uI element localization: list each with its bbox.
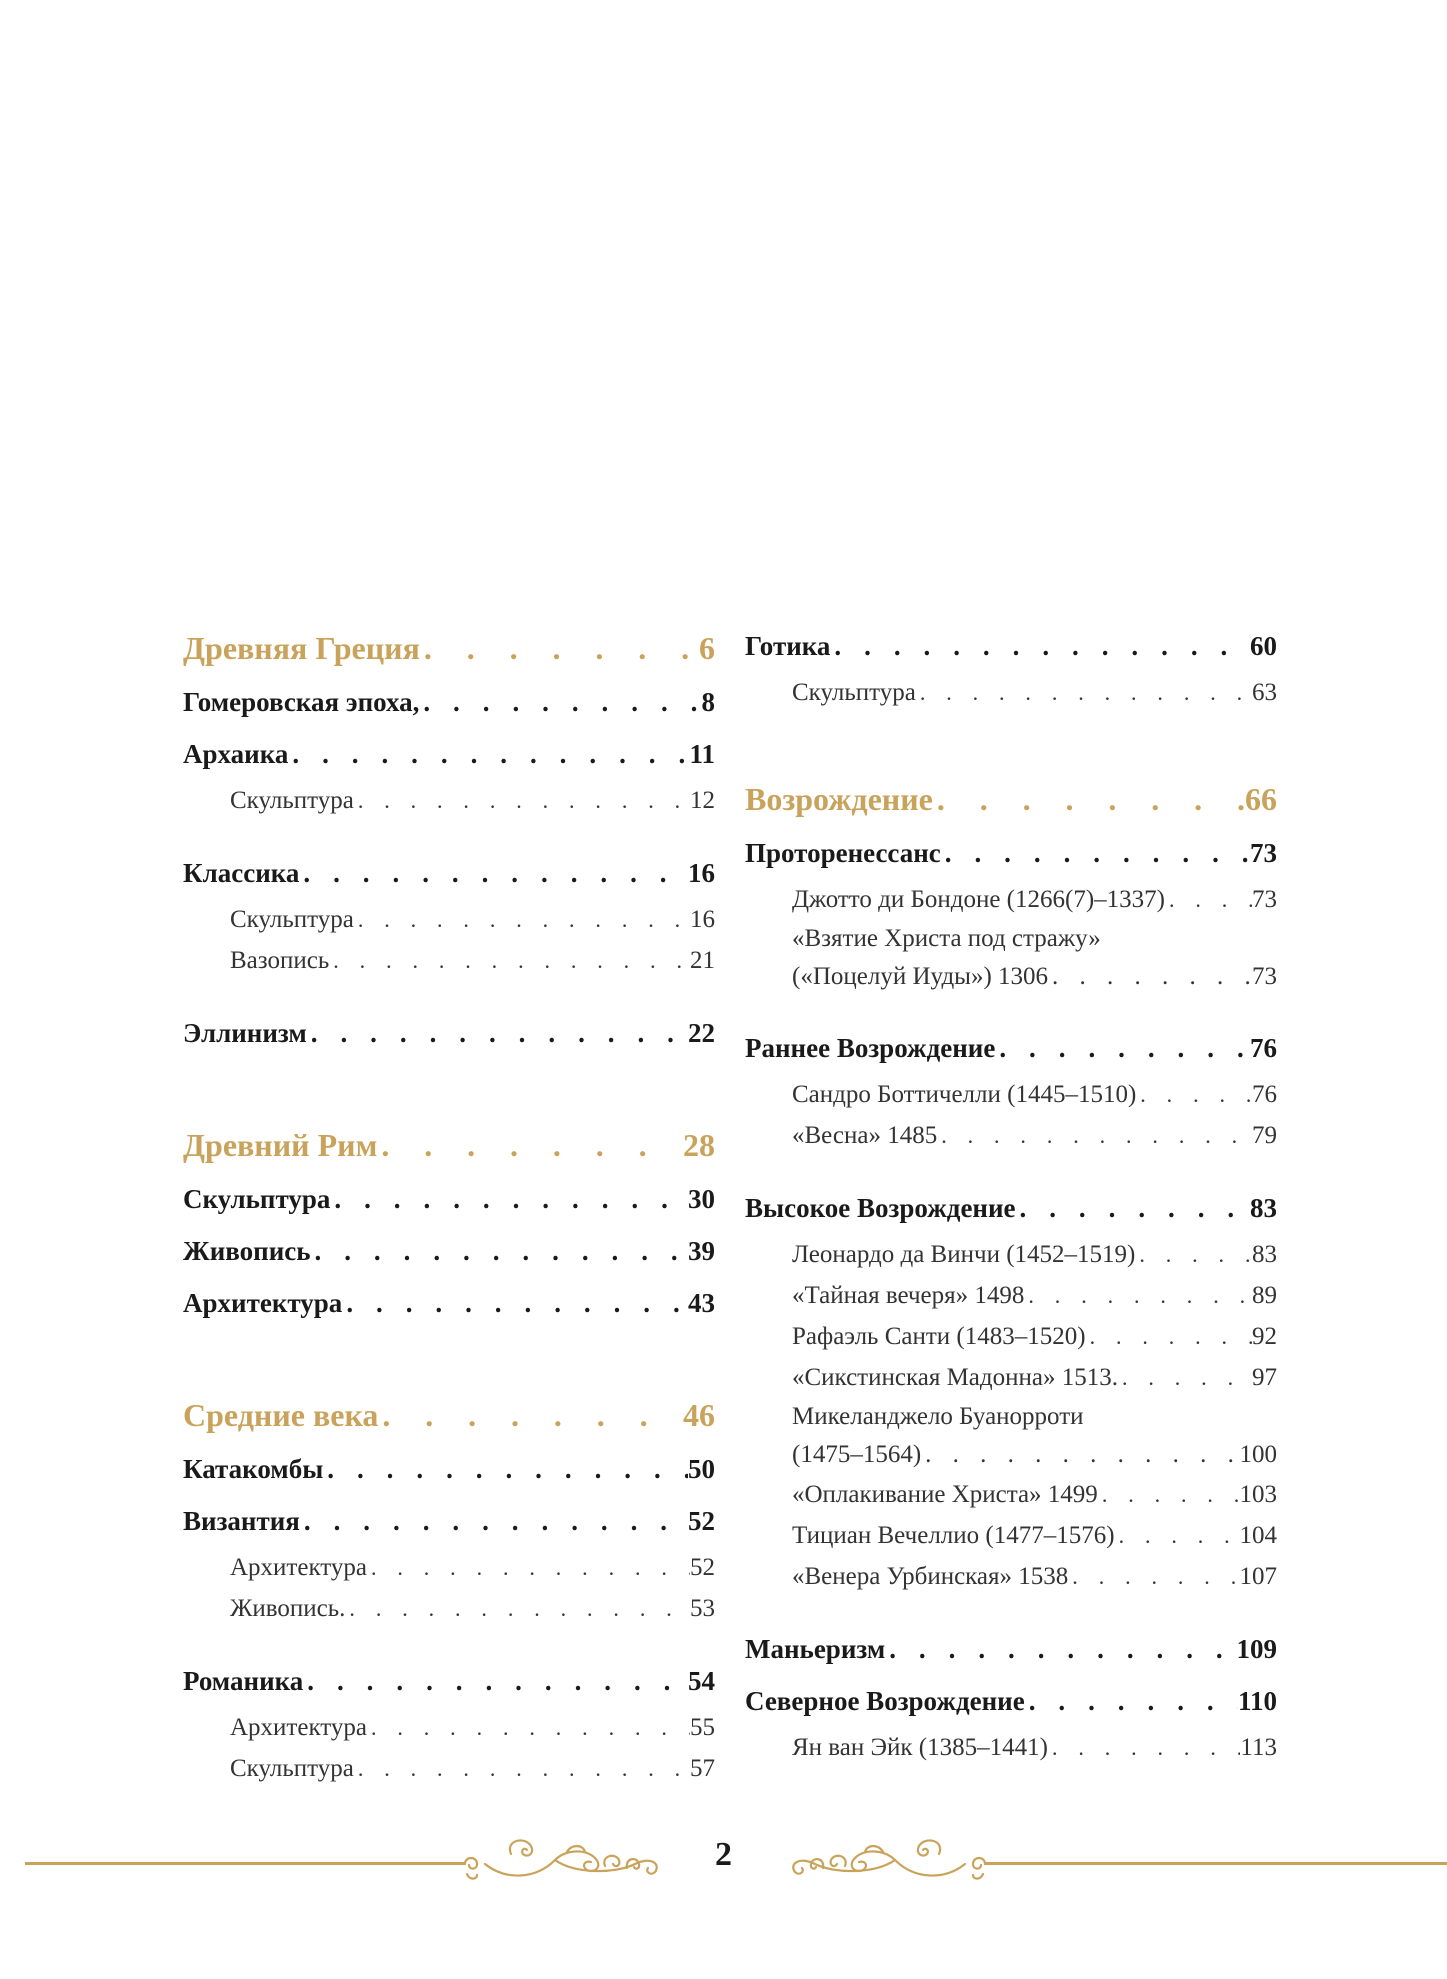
toc-page-number: 57	[690, 1755, 715, 1782]
toc-chapter-entry[interactable]	[183, 1495, 715, 1547]
dot-leader	[354, 1748, 690, 1789]
section-spacer	[183, 1329, 715, 1387]
dot-leader	[921, 1436, 1239, 1474]
toc-page-number: 21	[690, 947, 715, 974]
page-number: 2	[715, 1836, 732, 1873]
toc-page-number: 113	[1240, 1734, 1277, 1761]
toc-chapter-entry[interactable]	[745, 1022, 1277, 1074]
toc-page-number: 92	[1252, 1323, 1277, 1350]
section-spacer	[745, 1597, 1277, 1623]
toc-chapter-entry[interactable]	[745, 620, 1277, 672]
toc-subentry[interactable]	[745, 1357, 1277, 1398]
toc-entry-label: Скульптура	[230, 1755, 354, 1782]
toc-entry-label: Живопись	[183, 1236, 311, 1266]
toc-page-number: 60	[1250, 631, 1277, 661]
toc-subentry[interactable]	[745, 1727, 1277, 1768]
toc-subentry[interactable]	[745, 879, 1277, 920]
toc-entry-label: Катакомбы	[183, 1454, 324, 1484]
toc-section-heading[interactable]	[183, 1117, 715, 1173]
dot-leader	[1068, 1556, 1239, 1597]
toc-entry-label: Эллинизм	[183, 1018, 307, 1048]
toc-entry-label: «Взятие Христа под стражу»	[792, 925, 1101, 952]
dot-leader	[1048, 958, 1252, 996]
footer-rule-left	[25, 1862, 465, 1865]
toc-section-heading[interactable]	[183, 1387, 715, 1443]
toc-page-number: 16	[690, 906, 715, 933]
toc-entry-label: «Весна» 1485	[792, 1122, 938, 1149]
toc-section-heading[interactable]	[745, 771, 1277, 827]
section-spacer	[745, 996, 1277, 1022]
toc-chapter-entry[interactable]	[183, 1225, 715, 1277]
toc-subentry[interactable]	[183, 1588, 715, 1629]
toc-subentry[interactable]	[183, 899, 715, 940]
toc-page-number: 46	[683, 1397, 715, 1433]
dot-leader	[311, 1225, 688, 1277]
toc-subentry[interactable]	[745, 1115, 1277, 1156]
toc-page-number: 109	[1236, 1634, 1277, 1664]
toc-chapter-entry[interactable]	[183, 847, 715, 899]
toc-page-number: 83	[1250, 1193, 1277, 1223]
toc-entry-label: Джотто ди Бондоне (1266(7)–1337)	[792, 886, 1165, 913]
toc-subentry[interactable]	[745, 1316, 1277, 1357]
toc-entry-label: Микеланджело Буанорроти	[792, 1403, 1084, 1430]
toc-chapter-entry[interactable]	[183, 1277, 715, 1329]
toc-entry-label-continued: («Поцелуй Иуды») 1306	[792, 963, 1049, 990]
dot-leader	[1135, 1234, 1252, 1275]
toc-page-number: 53	[690, 1595, 715, 1622]
dot-leader	[995, 1022, 1250, 1074]
toc-entry-label: Рафаэль Санти (1483–1520)	[792, 1323, 1086, 1350]
page-footer	[0, 1830, 1447, 1890]
toc-chapter-entry[interactable]	[183, 676, 715, 728]
dot-leader	[329, 940, 690, 981]
toc-entry-label: Скульптура	[792, 679, 916, 706]
toc-entry-label: Архитектура	[230, 1714, 367, 1741]
toc-subentry[interactable]	[183, 940, 715, 981]
toc-subentry[interactable]	[745, 672, 1277, 713]
section-spacer	[183, 1629, 715, 1655]
toc-entry-label: Раннее Возрождение	[745, 1033, 996, 1063]
toc-left-column	[183, 620, 715, 1789]
toc-subentry[interactable]	[183, 1707, 715, 1748]
toc-page-number: 73	[1252, 886, 1277, 913]
toc-entry-label: «Тайная вечеря» 1498	[792, 1282, 1025, 1309]
toc-entry-label: Скульптура	[230, 787, 354, 814]
toc-subentry[interactable]	[183, 1748, 715, 1789]
dot-leader	[1115, 1515, 1240, 1556]
scroll-ornament-icon	[455, 1830, 680, 1890]
toc-page-number: 43	[688, 1288, 715, 1318]
toc-subentry[interactable]	[183, 1547, 715, 1588]
dot-leader	[303, 1655, 688, 1707]
dot-leader	[1016, 1182, 1250, 1234]
toc-page-number: 39	[688, 1236, 715, 1266]
dot-leader	[288, 728, 689, 780]
section-spacer	[183, 821, 715, 847]
toc-entry-label: Вазопись	[230, 947, 330, 974]
toc-subentry[interactable]	[745, 1074, 1277, 1115]
toc-page-number: 6	[699, 630, 715, 666]
toc-entry-label: Архаика	[183, 739, 289, 769]
toc-entry-label: Северное Возрождение	[745, 1686, 1025, 1716]
toc-subentry[interactable]	[745, 1515, 1277, 1556]
toc-subentry[interactable]	[745, 1234, 1277, 1275]
toc-page-number: 73	[1252, 963, 1277, 990]
section-spacer	[745, 1156, 1277, 1182]
toc-entry-label: Ян ван Эйк (1385–1441)	[792, 1734, 1048, 1761]
toc-entry-label: Возрождение	[745, 781, 933, 817]
toc-page-number: 73	[1250, 838, 1277, 868]
toc-page-number: 110	[1237, 1686, 1277, 1716]
toc-page-number: 89	[1252, 1282, 1277, 1309]
dot-leader	[937, 1115, 1252, 1156]
dot-leader	[1048, 1727, 1240, 1768]
dot-leader	[378, 1387, 683, 1443]
toc-page-number: 76	[1252, 1081, 1277, 1108]
dot-leader	[323, 1443, 688, 1495]
toc-page-number: 28	[683, 1127, 715, 1163]
toc-page-number: 76	[1250, 1033, 1277, 1063]
dot-leader	[330, 1173, 688, 1225]
toc-entry-label: Древняя Греция	[183, 630, 420, 666]
toc-section-heading[interactable]	[183, 620, 715, 676]
toc-page-number: 55	[690, 1714, 715, 1741]
dot-leader	[367, 1547, 690, 1588]
dot-leader	[367, 1707, 690, 1748]
toc-page-number: 97	[1252, 1364, 1277, 1391]
toc-subentry[interactable]	[745, 920, 1277, 996]
dot-leader	[933, 771, 1245, 827]
dot-leader	[1024, 1275, 1252, 1316]
toc-page-number: 30	[688, 1184, 715, 1214]
toc-entry-label: Древний Рим	[183, 1127, 378, 1163]
toc-subentry[interactable]	[183, 780, 715, 821]
dot-leader	[300, 1495, 688, 1547]
toc-subentry[interactable]	[745, 1556, 1277, 1597]
dot-leader	[377, 1117, 683, 1173]
toc-entry-label: Средние века	[183, 1397, 379, 1433]
toc-page-number: 50	[688, 1454, 715, 1484]
toc-page-number: 52	[690, 1554, 715, 1581]
dot-leader	[420, 620, 699, 676]
dot-leader	[1086, 1316, 1252, 1357]
toc-chapter-entry[interactable]	[183, 1007, 715, 1059]
dot-leader	[345, 1588, 690, 1629]
toc-subentry[interactable]	[745, 1275, 1277, 1316]
toc-entry-label: «Венера Урбинская» 1538	[792, 1563, 1069, 1590]
toc-subentry[interactable]	[745, 1398, 1277, 1474]
toc-entry-label: «Сикстинская Мадонна» 1513.	[792, 1364, 1118, 1391]
toc-page-number: 66	[1245, 781, 1277, 817]
dot-leader	[354, 780, 690, 821]
toc-page-number: 54	[688, 1666, 715, 1696]
dot-leader	[1165, 879, 1252, 920]
dot-leader	[1025, 1675, 1238, 1727]
toc-entry-label: Романика	[183, 1666, 304, 1696]
dot-leader	[1118, 1357, 1252, 1398]
footer-rule-right	[985, 1862, 1447, 1865]
dot-leader	[299, 847, 688, 899]
toc-chapter-entry[interactable]	[745, 1182, 1277, 1234]
dot-leader	[1136, 1074, 1252, 1115]
dot-leader	[941, 827, 1250, 879]
toc-chapter-entry[interactable]	[183, 1655, 715, 1707]
toc-entry-label: Высокое Возрождение	[745, 1193, 1016, 1223]
toc-entry-label: Гомеровская эпоха,	[183, 687, 420, 717]
toc-entry-label: Архитектура	[183, 1288, 343, 1318]
toc-entry-label: Архитектура	[230, 1554, 367, 1581]
dot-leader	[419, 676, 701, 728]
dot-leader	[354, 899, 690, 940]
toc-chapter-entry[interactable]	[745, 1675, 1277, 1727]
toc-entry-label: Леонардо да Винчи (1452–1519)	[792, 1241, 1136, 1268]
section-spacer	[183, 1059, 715, 1117]
dot-leader	[342, 1277, 688, 1329]
dot-leader	[307, 1007, 688, 1059]
scroll-ornament-icon	[770, 1830, 995, 1890]
toc-entry-label: Тициан Вечеллио (1477–1576)	[792, 1522, 1115, 1549]
dot-leader	[916, 672, 1252, 713]
toc-page-number: 11	[689, 739, 715, 769]
toc-page-number: 63	[1252, 679, 1277, 706]
toc-subentry[interactable]	[745, 1474, 1277, 1515]
toc-entry-label: Маньеризм	[745, 1634, 886, 1664]
toc-entry-label: «Оплакивание Христа» 1499	[792, 1481, 1098, 1508]
toc-chapter-entry[interactable]	[183, 1443, 715, 1495]
toc-chapter-entry[interactable]	[745, 827, 1277, 879]
toc-chapter-entry[interactable]	[183, 1173, 715, 1225]
dot-leader	[885, 1623, 1236, 1675]
dot-leader	[1098, 1474, 1240, 1515]
toc-entry-label: Готика	[745, 631, 831, 661]
toc-chapter-entry[interactable]	[183, 728, 715, 780]
toc-entry-label: Византия	[183, 1506, 300, 1536]
toc-page-number: 103	[1239, 1481, 1277, 1508]
toc-entry-label: Живопись.	[230, 1595, 346, 1622]
toc-page-number: 83	[1252, 1241, 1277, 1268]
toc-chapter-entry[interactable]	[745, 1623, 1277, 1675]
toc-entry-label-continued: (1475–1564)	[792, 1441, 922, 1468]
toc-page-number: 104	[1239, 1522, 1277, 1549]
toc-page-number: 52	[688, 1506, 715, 1536]
section-spacer	[183, 981, 715, 1007]
toc-entry-label: Классика	[183, 858, 300, 888]
section-spacer	[745, 713, 1277, 771]
toc-page-number: 107	[1239, 1563, 1277, 1590]
toc-entry-label: Скульптура	[183, 1184, 331, 1214]
toc-entry-label: Скульптура	[230, 906, 354, 933]
toc-page-number: 12	[690, 787, 715, 814]
toc-page-number: 22	[688, 1018, 715, 1048]
toc-page-number: 8	[701, 687, 715, 717]
toc-entry-label: Проторенессанс	[745, 838, 941, 868]
toc-page-number: 16	[688, 858, 715, 888]
toc-right-column	[745, 620, 1277, 1768]
toc-entry-label: Сандро Боттичелли (1445–1510)	[792, 1081, 1137, 1108]
dot-leader	[830, 620, 1250, 672]
toc-page-number: 79	[1252, 1122, 1277, 1149]
toc-page-number: 100	[1239, 1441, 1277, 1468]
